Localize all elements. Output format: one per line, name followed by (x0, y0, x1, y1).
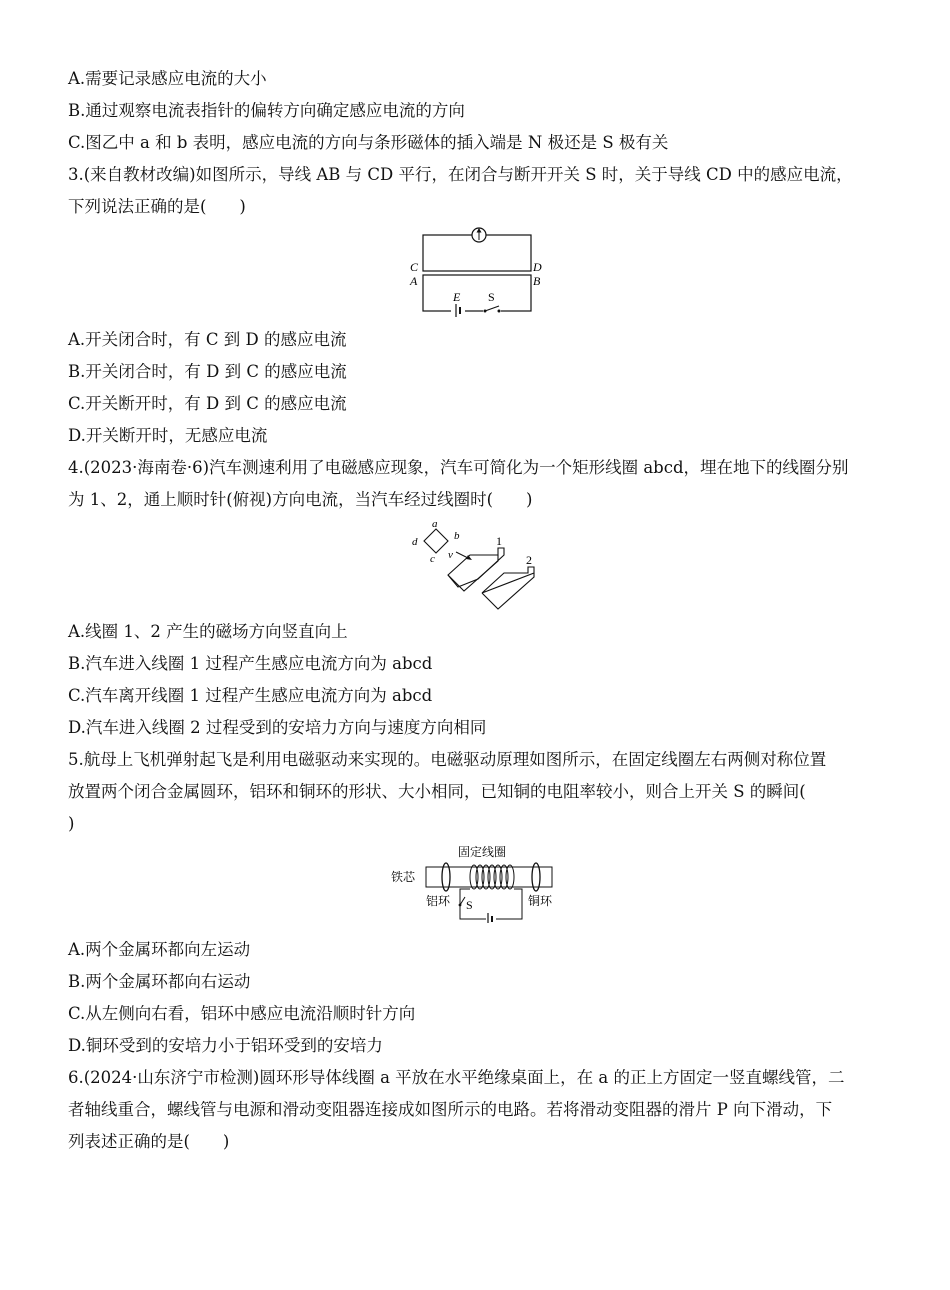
label-c: c (430, 553, 435, 565)
q3-option-a: A.开关闭合时，有 C 到 D 的感应电流 (68, 330, 347, 349)
q4-option-d: D.汽车进入线圈 2 过程受到的安培力方向与速度方向相同 (68, 718, 487, 737)
label-a: A (410, 274, 418, 288)
q5-option-c: C.从左侧向右看，铝环中感应电流沿顺时针方向 (68, 1004, 416, 1023)
q2-option-b: B.通过观察电流表指针的偏转方向确定感应电流的方向 (68, 101, 465, 120)
q3-circuit-figure (405, 225, 555, 317)
label-e: E (453, 290, 461, 304)
label-s: S (488, 290, 495, 304)
label-a: a (432, 518, 438, 530)
q5-stem-line2: 放置两个闭合金属圆环，铝环和铜环的形状、大小相同，已知铜的电阻率较小，则合上开关 S 的瞬间( (68, 782, 806, 801)
label-d: D (533, 260, 542, 274)
q5-em-drive-figure (390, 843, 565, 923)
q4-option-c: C.汽车离开线圈 1 过程产生感应电流方向为 abcd (68, 686, 433, 705)
label-cu-ring: 铜环 (528, 894, 553, 908)
label-coil-2: 2 (526, 553, 532, 567)
q2-option-a: A.需要记录感应电流的大小 (68, 69, 267, 88)
q5-option-a: A.两个金属环都向左运动 (68, 940, 251, 959)
q4-coils-figure (408, 515, 548, 615)
label-fixed-coil: 固定线圈 (458, 845, 507, 859)
q5-stem-line3: ) (68, 814, 75, 833)
label-al-ring: 铝环 (426, 894, 451, 908)
label-b: b (454, 530, 460, 542)
q3-stem-line2: 下列说法正确的是( ) (68, 197, 246, 216)
label-switch: S (466, 898, 473, 912)
q4-option-a: A.线圈 1、2 产生的磁场方向竖直向上 (68, 622, 348, 641)
q4-stem-line2: 为 1、2，通上顺时针(俯视)方向电流，当汽车经过线圈时( ) (68, 490, 533, 509)
q5-stem-line1: 5.航母上飞机弹射起飞是利用电磁驱动来实现的。电磁驱动原理如图所示，在固定线圈左右两侧对称位置 (68, 750, 827, 769)
q3-option-b: B.开关闭合时，有 D 到 C 的感应电流 (68, 362, 347, 381)
q4-stem-line1: 4.(2023·海南卷·6)汽车测速利用了电磁感应现象，汽车可简化为一个矩形线圈 abcd，埋在地下的线圈分别 (68, 458, 849, 477)
label-v: v (448, 549, 453, 561)
q2-option-c: C.图乙中 a 和 b 表明，感应电流的方向与条形磁体的插入端是 N 极还是 S 极有关 (68, 133, 669, 152)
label-coil-1: 1 (496, 534, 502, 548)
q6-stem-line1: 6.(2024·山东济宁市检测)圆环形导体线圈 a 平放在水平绝缘桌面上，在 a 的正上方固定一竖直螺线管，二 (68, 1068, 845, 1087)
q5-option-d: D.铜环受到的安培力小于铝环受到的安培力 (68, 1036, 383, 1055)
q6-stem-line3: 列表述正确的是( ) (68, 1132, 230, 1151)
label-c: C (410, 260, 419, 274)
coil-windings-icon (470, 865, 514, 889)
q3-stem-line1: 3.(来自教材改编)如图所示，导线 AB 与 CD 平行，在闭合与断开开关 S 时，关于导线 CD 中的感应电流， (68, 165, 853, 184)
q5-option-b: B.两个金属环都向右运动 (68, 972, 251, 991)
label-iron-core: 铁芯 (391, 870, 416, 884)
label-d: d (412, 536, 418, 548)
label-b: B (533, 274, 541, 288)
q4-option-b: B.汽车进入线圈 1 过程产生感应电流方向为 abcd (68, 654, 433, 673)
q6-stem-line2: 者轴线重合，螺线管与电源和滑动变阻器连接成如图所示的电路。若将滑动变阻器的滑片 P 向下滑动，下 (68, 1100, 833, 1119)
q3-option-d: D.开关断开时，无感应电流 (68, 426, 268, 445)
q3-option-c: C.开关断开时，有 D 到 C 的感应电流 (68, 394, 347, 413)
